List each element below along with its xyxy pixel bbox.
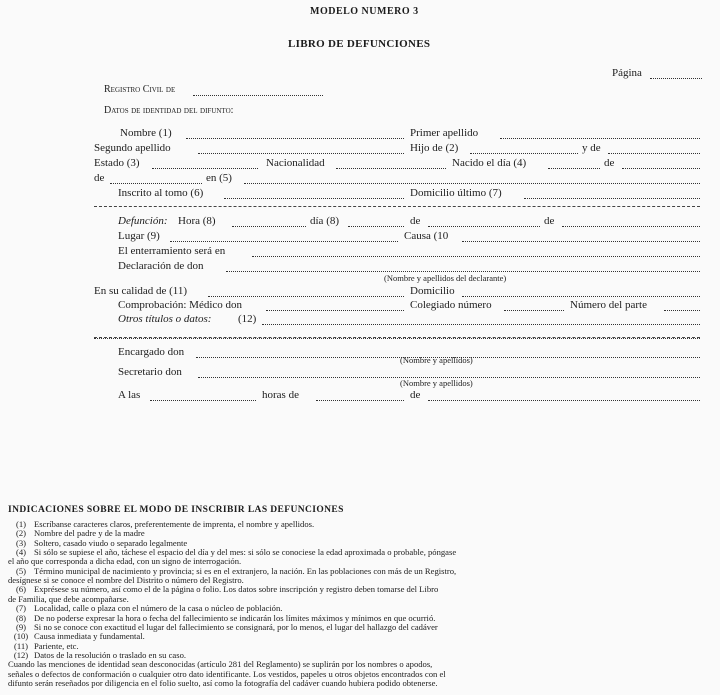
declaracion-label: Declaración de don — [118, 260, 204, 272]
domicilio-field[interactable] — [462, 286, 700, 297]
indicacion-text: Soltero, casado viudo o separado legalmente — [34, 537, 188, 548]
domicilio-label: Domicilio — [410, 285, 455, 297]
dia-label: día (8) — [310, 215, 340, 227]
nombre-field[interactable] — [186, 128, 404, 139]
indicacion-number: (9) — [15, 621, 27, 632]
lugar-nacimiento-field[interactable] — [244, 173, 700, 184]
en-label: en (5) — [206, 172, 232, 184]
horas-dia-field[interactable] — [316, 390, 404, 401]
segundo-apellido-field[interactable] — [198, 143, 404, 154]
indicacion-number: (10) — [13, 631, 29, 642]
indicacion-text: Localidad, calle o plaza con el número de la casa o núcleo de población. — [34, 603, 283, 614]
page-title: LIBRO DE DEFUNCIONES — [288, 38, 431, 50]
domicilio-ultimo-field[interactable] — [524, 188, 700, 199]
indicacion-text: Nombre del padre y de la madre — [34, 528, 145, 539]
estado-field[interactable] — [152, 158, 258, 169]
horas-de-label: horas de — [262, 389, 299, 401]
otros-titulos-label: Otros títulos o datos: — [118, 313, 212, 325]
nacido-de-label: de — [604, 157, 615, 169]
en-su-calidad-label: En su calidad de (11) — [94, 285, 188, 297]
encargado-hint: (Nombre y apellidos) — [400, 355, 473, 365]
nacionalidad-field[interactable] — [336, 158, 446, 169]
causa-label: Causa (10 — [404, 230, 449, 242]
indicacion-text: Causa inmediata y fundamental. — [34, 631, 145, 642]
indicacion-text: Si sólo se supiese el año, táchese el espacio del día y del mes: si sólo se conociese la edad aproximada o probable, póngase — [34, 547, 457, 558]
dia-field[interactable] — [348, 216, 404, 227]
hijo-de-label: Hijo de (2) — [410, 142, 459, 154]
pagina-label: Página — [612, 67, 642, 79]
indicacion-text: Cuando las menciones de identidad sean desconocidas (artículo 281 del Reglamento) se suplirán por los nombres o apodos, — [8, 659, 433, 670]
indicacion-number: (12) — [13, 649, 29, 660]
final-de-label: de — [410, 389, 421, 401]
estado-label: Estado (3) — [94, 157, 140, 169]
final-mes-field[interactable] — [428, 390, 700, 401]
indicacion-number: (1) — [15, 519, 27, 529]
enterramiento-field[interactable] — [252, 246, 700, 257]
indicacion-item — [8, 679, 438, 688]
registro-civil-label: Registro Civil de — [104, 84, 176, 95]
lugar-field[interactable] — [170, 231, 398, 242]
nacionalidad-label: Nacionalidad — [266, 157, 325, 169]
nombre-label: Nombre (1) — [120, 127, 172, 139]
indicacion-text: Pariente, etc. — [34, 640, 79, 651]
madre-field[interactable] — [608, 143, 700, 154]
nacido-dia-label: Nacido el día (4) — [452, 157, 527, 169]
secretario-hint: (Nombre y apellidos) — [400, 378, 473, 388]
medico-field[interactable] — [266, 300, 404, 311]
hora-label: Hora (8) — [178, 215, 216, 227]
primer-apellido-field[interactable] — [500, 128, 700, 139]
encargado-label: Encargado don — [118, 346, 185, 358]
indicacion-text: Si no se conoce con exactitud el lugar del fallecimiento se consignará, por lo menos, el lugar del hallazgo del cadáver — [34, 621, 438, 632]
indicacion-text: de Familia, que debe acompañarse. — [8, 593, 129, 604]
hora-field[interactable] — [232, 216, 306, 227]
separator-2 — [94, 336, 700, 338]
defuncion-mes-field[interactable] — [428, 216, 540, 227]
primer-apellido-label: Primer apellido — [410, 127, 479, 139]
indicacion-number: (8) — [15, 612, 27, 623]
a-las-label: A las — [118, 389, 141, 401]
nacido-dia-field[interactable] — [548, 158, 600, 169]
pagina-field[interactable] — [650, 68, 702, 79]
indicacion-text: Exprésese su número, así como el de la página o folio. Los datos sobre inscripción y registro deben tomarse del Libro — [34, 584, 439, 595]
inscrito-tomo-label: Inscrito al tomo (6) — [118, 187, 204, 199]
indicacion-number: (11) — [14, 640, 28, 651]
indicacion-text: difunto serán reseñados por diligencia en el folio suelto, así como la fotografía del cadáver cuando hubiera podido obtenerse. — [8, 677, 438, 688]
y-de-label: y de — [582, 142, 601, 154]
lugar-label: Lugar (9) — [118, 230, 160, 242]
indicacion-text: Término municipal de nacimiento y provincia; si es en el extranjero, la nación. En las poblaciones con más de un Registro, — [34, 565, 457, 576]
defuncion-anio-field[interactable] — [562, 216, 700, 227]
padre-field[interactable] — [470, 143, 578, 154]
a-las-field[interactable] — [150, 390, 256, 401]
segundo-apellido-label: Segundo apellido — [94, 142, 171, 154]
indicacion-number: (7) — [15, 603, 27, 614]
indicacion-number: (6) — [15, 584, 27, 595]
indicacion-text: el año que corresponda a dicha edad, con un signo de interrogación. — [8, 556, 242, 567]
otros-titulos-field[interactable] — [262, 314, 700, 325]
nacido-anio-label: de — [94, 172, 105, 184]
indicacion-text: señales o defectos de conformación o cualquier otro dato identificante. Los vestidos, papeles u otros objetos encontrados con el — [8, 668, 446, 679]
colegiado-label: Colegiado número — [410, 299, 492, 311]
separator-1 — [94, 205, 700, 207]
indicacion-number: (2) — [15, 528, 27, 539]
registro-civil-field[interactable] — [193, 85, 323, 96]
secretario-label: Secretario don — [118, 366, 182, 378]
datos-identidad-heading: Datos de identidad del difunto: — [104, 105, 234, 116]
numero-parte-label: Número del parte — [570, 299, 647, 311]
model-number: MODELO NUMERO 3 — [310, 6, 419, 17]
colegiado-field[interactable] — [504, 300, 564, 311]
indicacion-text: Datos de la resolución o traslado en su caso. — [34, 649, 187, 660]
indicacion-number: (5) — [15, 565, 27, 576]
indicacion-text: Escríbanse caracteres claros, preferentemente de imprenta, el nombre y apellidos. — [34, 519, 315, 529]
enterramiento-label: El enterramiento será en — [118, 245, 226, 257]
indicacion-number: (4) — [15, 547, 27, 558]
otros-titulos-number: (12) — [238, 313, 257, 325]
defuncion-de-mes-label: de — [410, 215, 421, 227]
defuncion-label: Defunción: — [118, 215, 168, 227]
indicaciones-title: INDICACIONES SOBRE EL MODO DE INSCRIBIR LAS DEFUNCIONES — [8, 505, 344, 515]
declarante-hint: (Nombre y apellidos del declarante) — [384, 273, 507, 283]
indicacion-text: De no poderse expresar la hora o fecha del fallecimiento se indicarán los límites máximos y mínimos en que ocurrió. — [34, 612, 436, 623]
defuncion-de-anio-label: de — [544, 215, 555, 227]
nacido-mes-field[interactable] — [622, 158, 700, 169]
domicilio-ultimo-label: Domicilio último (7) — [410, 187, 502, 199]
indicacion-number: (3) — [15, 537, 27, 548]
nacido-anio-field[interactable] — [110, 173, 202, 184]
causa-field[interactable] — [462, 231, 700, 242]
indicacion-text: desígnese si se conoce el nombre del Distrito o número del Registro. — [8, 575, 244, 586]
declarante-field[interactable] — [226, 261, 700, 272]
inscrito-tomo-field[interactable] — [224, 188, 404, 199]
calidad-field[interactable] — [208, 286, 404, 297]
numero-parte-field[interactable] — [664, 300, 700, 311]
comprobacion-label: Comprobación: Médico don — [118, 299, 243, 311]
